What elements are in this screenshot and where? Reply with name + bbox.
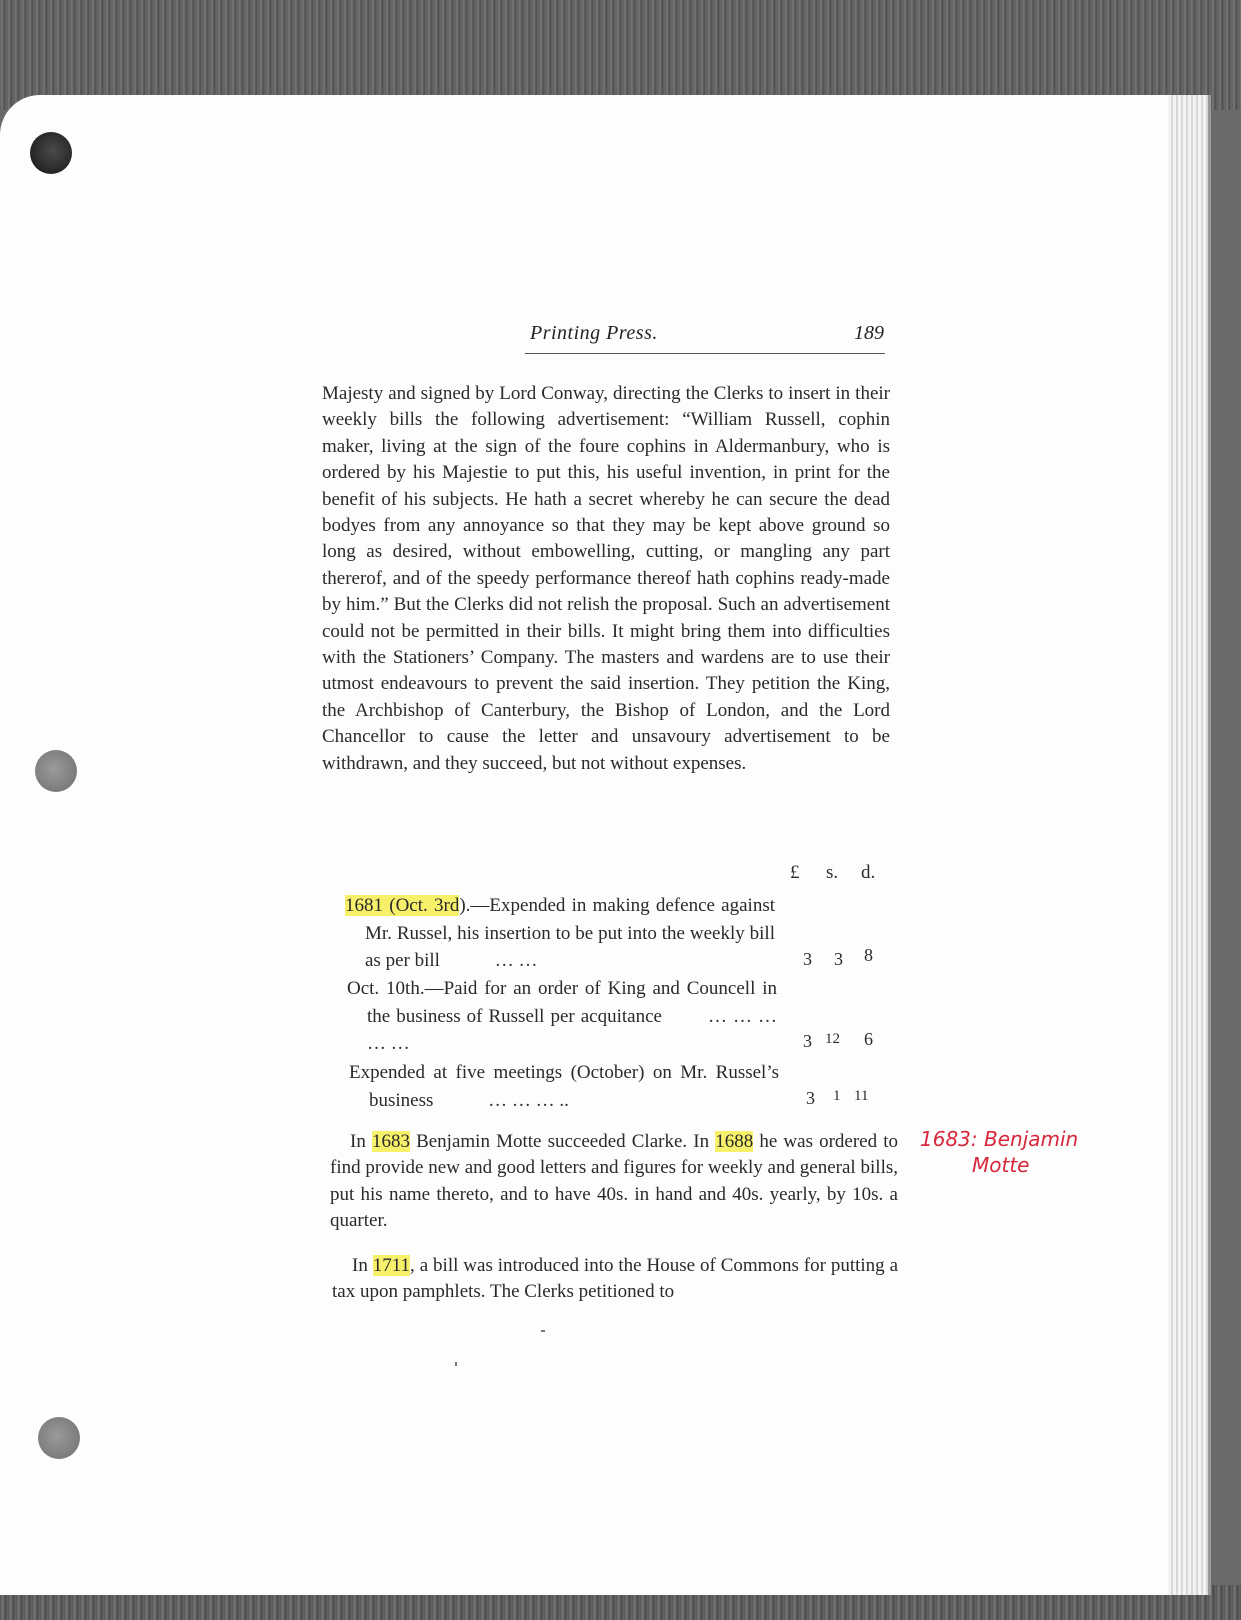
paragraph-motte-middle: Benjamin Motte succeeded Clarke. In — [409, 1131, 716, 1152]
highlighted-year-1711: 1711 — [372, 1255, 411, 1276]
highlighted-year-1683: 1683 — [371, 1131, 410, 1152]
running-head-title: Printing Press. — [530, 322, 658, 344]
paragraph-motte-prefix: In — [350, 1131, 372, 1152]
amount-1-pence: 8 — [864, 945, 873, 965]
paragraph-pamphlet-tax — [332, 1253, 898, 1306]
amount-3-pence: 11 — [854, 1088, 869, 1104]
header-rule — [525, 353, 885, 354]
highlighted-date: 1681 (Oct. 3rd — [345, 895, 460, 916]
book-page — [0, 95, 1190, 1595]
amount-3-shillings: 1 — [833, 1088, 841, 1104]
account-entry-3 — [349, 1059, 779, 1114]
scan-speck — [455, 1362, 457, 1366]
handwritten-margin-note — [920, 1126, 1078, 1178]
binder-hole-top — [30, 132, 72, 174]
account-entry-2 — [347, 975, 777, 1058]
account-entry-2-text: Oct. 10th.—Paid for an order of King and Councell in the business of Russell per acquitance — [347, 978, 777, 1027]
amount-2-shillings: 12 — [825, 1031, 840, 1047]
page-stack-edges — [1168, 95, 1211, 1595]
paragraph-motte-rest: he was ordered to find provide new and good letters and figures for weekly and general bills, put his name thereto, and to have 40s. in hand and 40s. yearly, by 10s. a quarter. — [330, 1131, 899, 1232]
column-header-pence: d. — [861, 862, 876, 883]
binder-hole-middle — [35, 750, 77, 792]
account-entry-1 — [345, 892, 775, 975]
paragraph-pamphlet-prefix: In — [352, 1255, 373, 1276]
amount-2-pence: 6 — [864, 1029, 873, 1049]
account-entry-3-text: Expended at five meetings (October) on Mr. Russel’s business — [349, 1062, 779, 1111]
amount-2-pounds: 3 — [803, 1031, 812, 1051]
amount-1-shillings: 3 — [834, 949, 843, 969]
scanner-background-top — [0, 0, 1241, 110]
page-number: 189 — [854, 322, 884, 344]
account-entry-2-leader: … … … … … — [367, 1005, 777, 1054]
amount-3-pounds: 3 — [806, 1088, 815, 1108]
amount-1-pounds: 3 — [803, 949, 812, 969]
account-entry-1-leader: … … — [494, 950, 538, 971]
paragraph-advertisement: Majesty and signed by Lord Conway, directing the Clerks to insert in their weekly bills the following advertisement: “William Russell, cophin maker, living at the sign of the foure cophins in Aldermanbury, who is ordered by his Majestie to put this, his useful invention, in print for the benefit of his subjects. He hath a secret whereby he can secure the dead bodyes from any annoyance so that they may be kept above ground so long as desired, without embowelling, cutting, or mangling any part thererof, and of the speedy performance thereof hath cophins ready-made by him.” But the Clerks did not relish the proposal. Such an advertisement could not be permitted in their bills. It might bring them into difficulties with the Stationers’ Company. The masters and wardens are to use their utmost endeavours to prevent the said insertion. They petition the King, the Archbishop of Canterbury, the Bishop of London, and the Lord Chancellor to cause the letter and unsavoury advertisement to be withdrawn, and they succeed, but not without expenses. — [322, 383, 890, 774]
account-entry-1-text: ).—Expended in making defence against Mr. Russel, his insertion to be put into the weekly bill as per bill — [365, 895, 775, 971]
account-entry-3-leader: … … … .. — [488, 1089, 569, 1111]
binder-hole-bottom — [38, 1417, 80, 1459]
column-header-shillings: s. — [826, 862, 839, 883]
paragraph-motte — [330, 1129, 898, 1235]
margin-note-line-1: 1683: Benjamin — [920, 1127, 1079, 1151]
margin-note-line-2: Motte — [972, 1153, 1030, 1177]
paragraph-pamphlet-rest: , a bill was introduced into the House of Commons for putting a tax upon pamphlets. The Clerks petitioned to — [332, 1255, 899, 1303]
highlighted-year-1688: 1688 — [715, 1131, 754, 1152]
column-header-pounds: £ — [790, 862, 800, 883]
scan-speck — [541, 1330, 545, 1332]
